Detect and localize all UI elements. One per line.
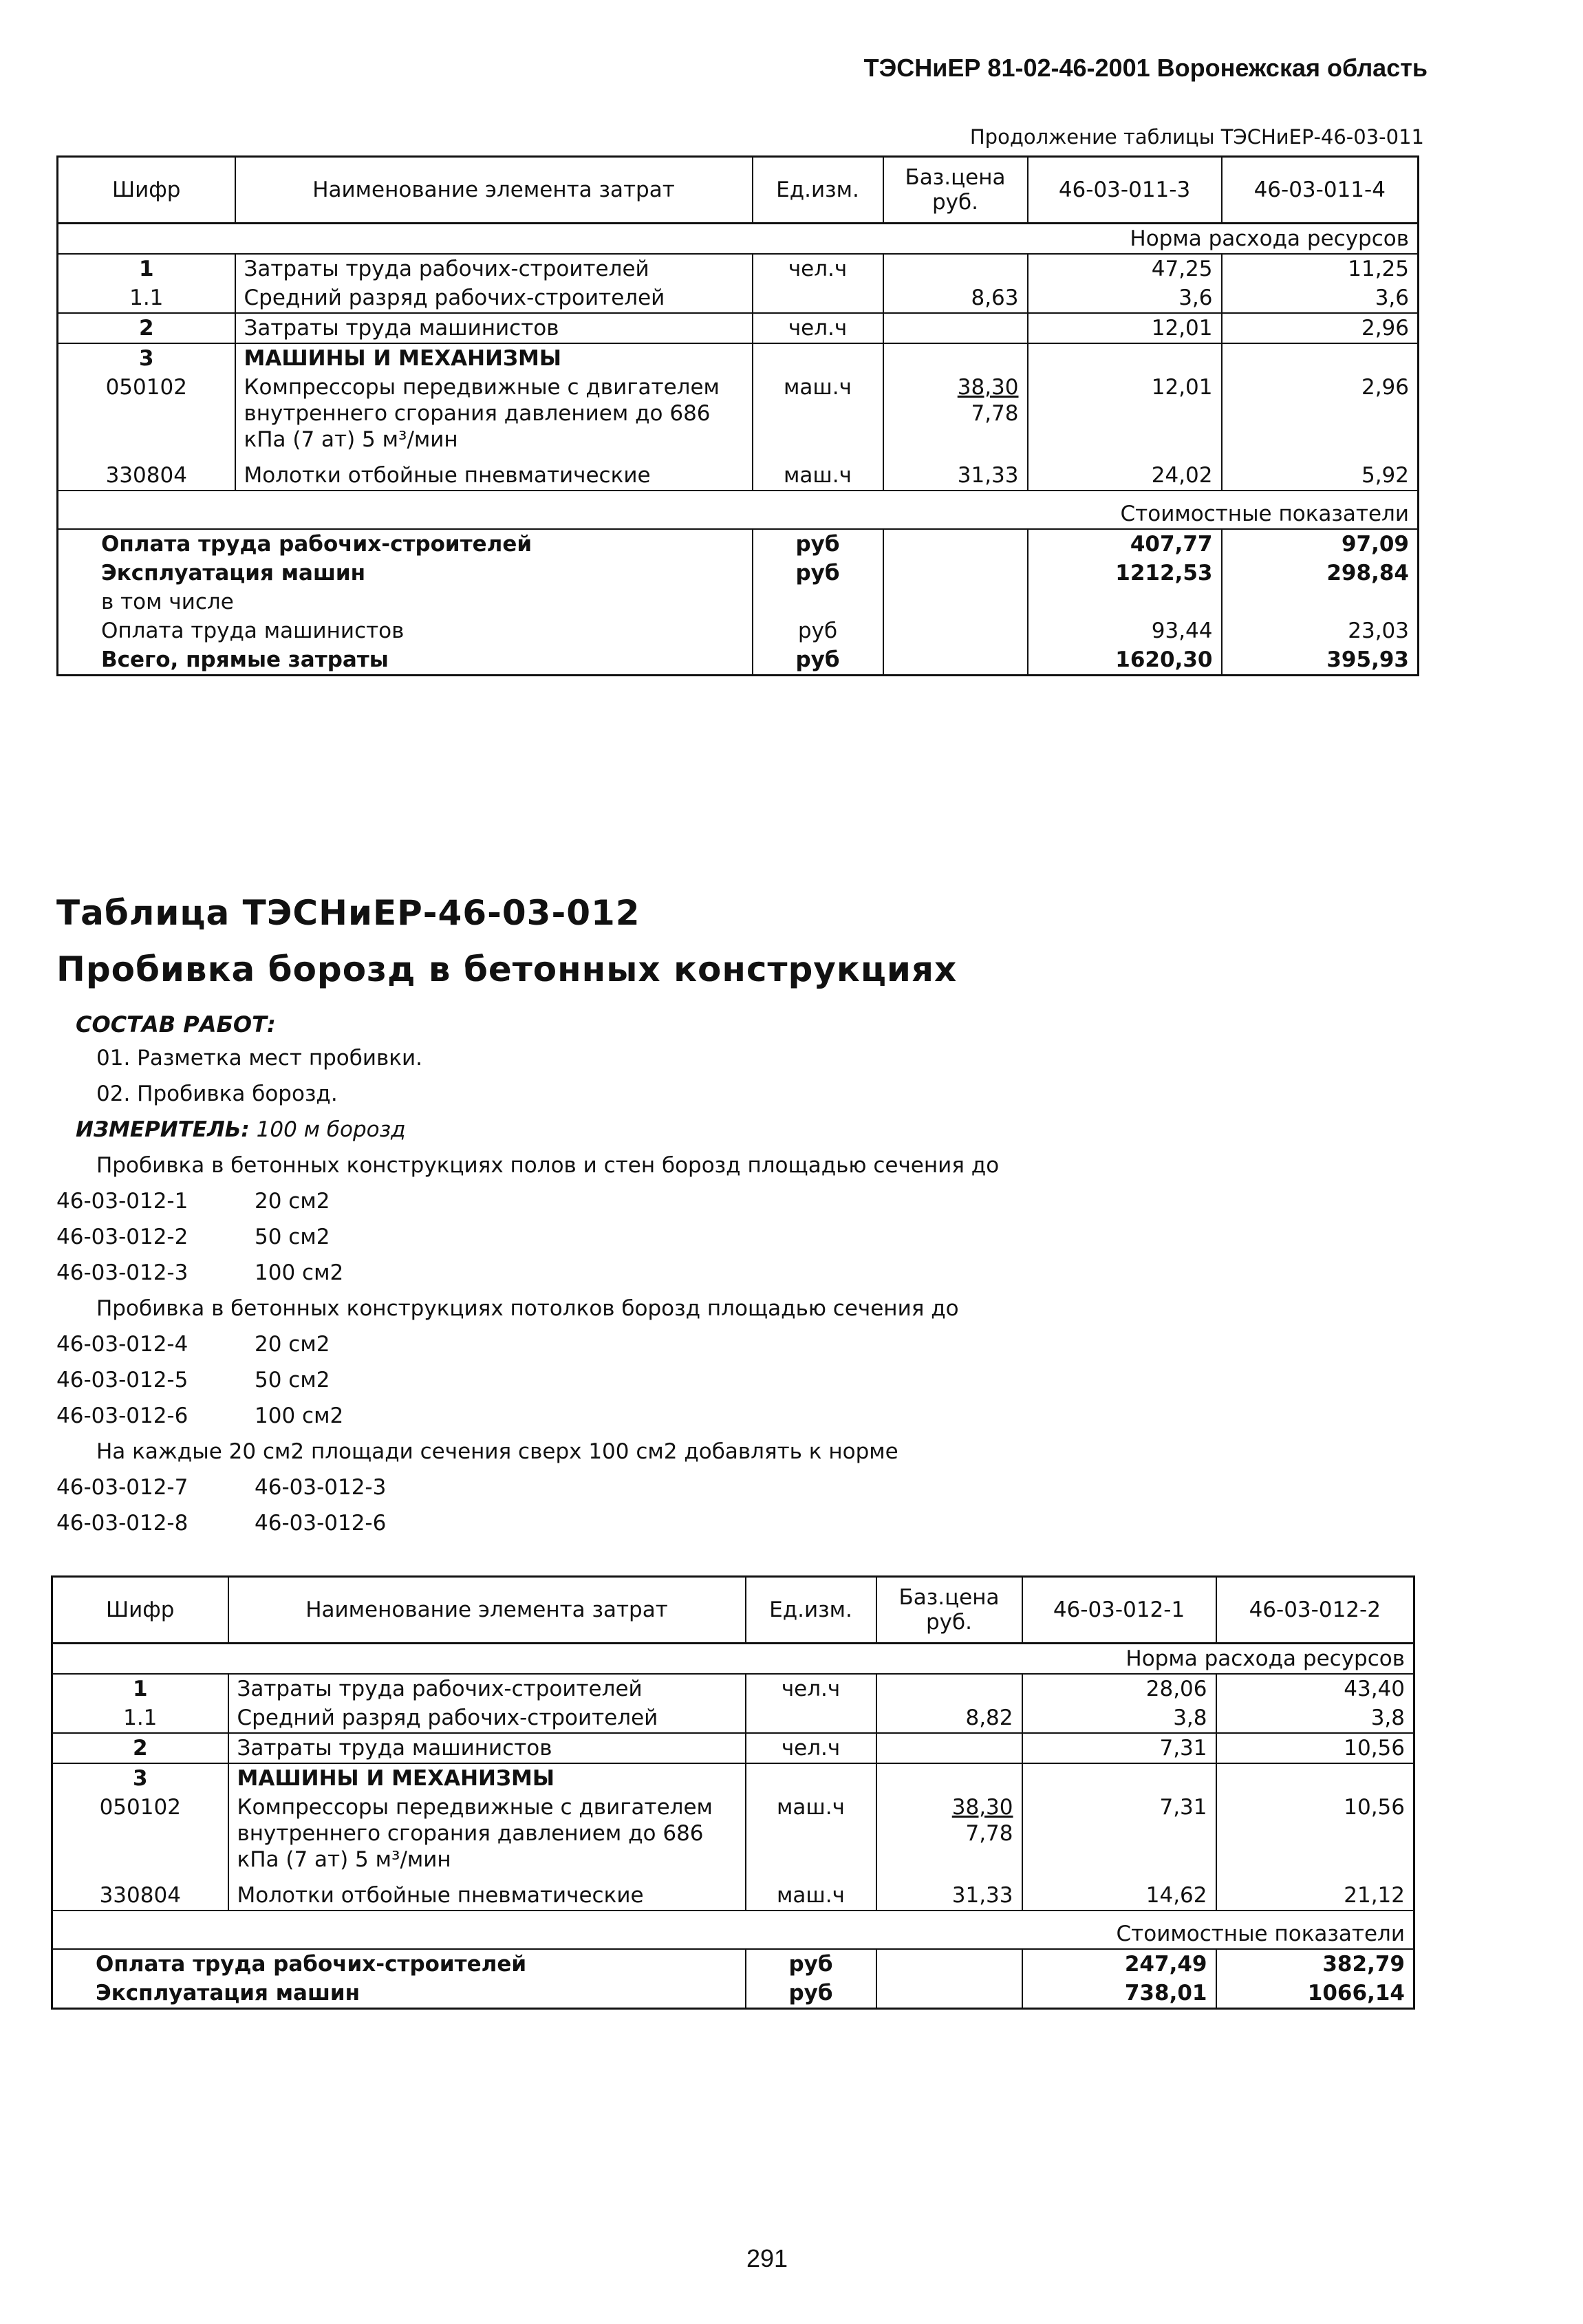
col-header-code: Шифр [52,1577,228,1644]
row-value-1: 14,62 [1022,1881,1216,1911]
row-code: 2 [52,1733,228,1763]
table-continuation-label: Продолжение таблицы ТЭСНиЕР-46-03-011 [969,125,1424,149]
row-price-secondary: 7,78 [971,401,1019,426]
group-description: Пробивка в бетонных конструкциях потолков борозд площадью сечения до [96,1296,959,1321]
row-value-1: 3,8 [1022,1703,1216,1733]
row-unit: чел.ч [746,1733,876,1763]
table-row [52,1733,1414,1763]
summary-unit: руб [753,529,883,559]
band-label: Стоимостные показатели [58,491,1419,529]
table-row-group [52,1763,1414,1793]
summary-value-1: 93,44 [1028,616,1222,645]
item-code: 46-03-012-5 [56,1368,189,1392]
row-value-1: 7,31 [1022,1793,1216,1881]
col-header-unit: Ед.изм. [746,1577,876,1644]
col-header-name: Наименование элемента затрат [228,1577,746,1644]
row-unit: маш.ч [753,461,883,491]
row-price [876,1674,1022,1703]
work-step: 02. Пробивка борозд. [96,1082,338,1106]
row-name: Затраты труда рабочих-строителей [235,254,753,283]
row-name: Молотки отбойные пневматические [228,1881,746,1911]
row-value-1: 12,01 [1028,313,1222,343]
row-code: 330804 [58,461,235,491]
row-unit [746,1703,876,1733]
table-row [52,1793,1414,1881]
row-code: 050102 [58,373,235,461]
table-row [52,1703,1414,1733]
measure-line [76,1117,406,1142]
row-name: Затраты труда машинистов [228,1733,746,1763]
measure-value: 100 м борозд [256,1117,406,1142]
item-value: 100 см2 [255,1403,344,1428]
row-name: Средний разряд рабочих-строителей [228,1703,746,1733]
summary-value-1: 247,49 [1022,1949,1216,1979]
summary-label: Всего, прямые затраты [58,645,753,676]
col-header-name: Наименование элемента затрат [235,157,753,224]
measure-label: ИЗМЕРИТЕЛЬ: [76,1117,250,1142]
row-code: 330804 [52,1881,228,1911]
row-unit [753,283,883,313]
row-value-2: 10,56 [1344,1795,1405,1820]
row-price [876,1733,1022,1763]
table-row [58,373,1419,461]
item-value: 46-03-012-6 [255,1511,387,1536]
page-number: 291 [746,2244,788,2272]
row-unit: маш.ч [746,1793,876,1881]
composition-label: СОСТАВ РАБОТ: [76,1011,276,1037]
band-label: Норма расхода ресурсов [52,1644,1414,1675]
row-name: Компрессоры передвижные с двигателем внутреннего сгорания давлением до 686 кПа (7 ат) 5 м³/мин [235,373,753,461]
row-value-1: 3,6 [1028,283,1222,313]
group-description: Пробивка в бетонных конструкциях полов и стен борозд площадью сечения до [96,1153,1000,1178]
table-row [58,283,1419,313]
row-value-1: 47,25 [1028,254,1222,283]
col-header-norm-2: 46-03-011-4 [1222,157,1419,224]
row-name: МАШИНЫ И МЕХАНИЗМЫ [235,343,753,373]
band-label: Стоимостные показатели [52,1911,1414,1949]
col-header-code: Шифр [58,157,235,224]
summary-row [58,588,1419,616]
row-code: 1 [58,254,235,283]
summary-row [58,616,1419,645]
item-code: 46-03-012-7 [56,1475,189,1500]
row-code: 2 [58,313,235,343]
summary-value-1: 1620,30 [1028,645,1222,676]
row-name: Средний разряд рабочих-строителей [235,283,753,313]
table-row [58,313,1419,343]
row-name: Затраты труда машинистов [235,313,753,343]
row-price [876,1793,1022,1881]
item-code: 46-03-012-3 [56,1260,189,1285]
summary-value-2: 298,84 [1326,561,1409,585]
row-value-2: 3,8 [1370,1706,1405,1730]
row-code: 1.1 [52,1703,228,1733]
summary-value-2: 97,09 [1341,532,1409,557]
summary-value-2: 395,93 [1326,647,1409,672]
summary-unit: руб [746,1979,876,2009]
row-price [883,254,1028,283]
row-code: 3 [58,343,235,373]
row-name: Компрессоры передвижные с двигателем внутреннего сгорания давлением до 686 кПа (7 ат) 5 м³/мин [228,1793,746,1881]
table-row [52,1674,1414,1703]
col-header-price: Баз.цена руб. [876,1577,1022,1644]
row-price: 31,33 [883,461,1028,491]
col-header-price: Баз.цена руб. [883,157,1028,224]
summary-value-1: 1212,53 [1028,559,1222,588]
row-price [883,313,1028,343]
item-value: 100 см2 [255,1260,344,1285]
row-price-secondary: 7,78 [965,1821,1013,1846]
row-unit: маш.ч [753,373,883,461]
col-header-unit: Ед.изм. [753,157,883,224]
table-header-row [58,157,1419,224]
item-value: 50 см2 [255,1368,330,1392]
item-value: 20 см2 [255,1189,330,1214]
item-value: 50 см2 [255,1225,330,1249]
item-code: 46-03-012-2 [56,1225,189,1249]
table-row [58,461,1419,491]
item-code: 46-03-012-8 [56,1511,189,1536]
summary-row [58,529,1419,559]
row-value-2: 11,25 [1348,257,1409,281]
row-value-1: 24,02 [1028,461,1222,491]
table-row-group [58,343,1419,373]
group-description: На каждые 20 см2 площади сечения сверх 100 см2 добавлять к норме [96,1439,898,1464]
table-row [58,254,1419,283]
row-price-primary: 38,30 [957,375,1019,400]
document-header: ТЭСНиЕР 81-02-46-2001 Воронежская область [863,54,1428,82]
summary-label: в том числе [58,588,753,616]
band-label: Норма расхода ресурсов [58,224,1419,255]
row-unit: чел.ч [746,1674,876,1703]
table-title: Таблица ТЭСНиЕР-46-03-012 [56,893,640,933]
item-code: 46-03-012-1 [56,1189,189,1214]
row-price: 31,33 [876,1881,1022,1911]
row-value-2: 43,40 [1344,1677,1405,1701]
row-unit: чел.ч [753,313,883,343]
row-value-1: 28,06 [1022,1674,1216,1703]
summary-unit: руб [753,559,883,588]
summary-value-2: 382,79 [1322,1952,1405,1977]
item-code: 46-03-012-6 [56,1403,189,1428]
section-title: Пробивка борозд в бетонных конструкциях [56,949,958,989]
summary-label: Оплата труда машинистов [58,616,753,645]
col-header-norm-1: 46-03-012-1 [1022,1577,1216,1644]
row-code: 050102 [52,1793,228,1881]
summary-row-total [58,645,1419,676]
summary-unit: руб [746,1949,876,1979]
table-header-row [52,1577,1414,1644]
resource-table-46-03-012 [51,1575,1415,2010]
summary-value-1: 738,01 [1022,1979,1216,2009]
summary-label: Эксплуатация машин [52,1979,746,2009]
col-header-norm-2: 46-03-012-2 [1216,1577,1414,1644]
item-code: 46-03-012-4 [56,1332,189,1357]
row-price: 8,63 [883,283,1028,313]
row-price [883,373,1028,461]
col-header-norm-1: 46-03-011-3 [1028,157,1222,224]
row-value-2: 5,92 [1361,463,1409,488]
row-value-2: 2,96 [1222,313,1419,343]
row-unit: чел.ч [753,254,883,283]
summary-unit: руб [753,645,883,676]
row-price: 8,82 [876,1703,1022,1733]
row-name: Затраты труда рабочих-строителей [228,1674,746,1703]
row-value-2: 2,96 [1361,375,1409,400]
row-value-1: 7,31 [1022,1733,1216,1763]
row-code: 3 [52,1763,228,1793]
band-row-cost-indicators [52,1911,1414,1949]
table-row [52,1881,1414,1911]
row-code: 1.1 [58,283,235,313]
item-value: 46-03-012-3 [255,1475,387,1500]
summary-label: Оплата труда рабочих-строителей [52,1949,746,1979]
summary-row [52,1949,1414,1979]
band-row-resource-norms [58,224,1419,255]
summary-value-2: 23,03 [1348,618,1409,643]
row-code: 1 [52,1674,228,1703]
work-step: 01. Разметка мест пробивки. [96,1046,423,1070]
item-value: 20 см2 [255,1332,330,1357]
summary-unit: руб [753,616,883,645]
row-value-2: 10,56 [1216,1733,1414,1763]
row-value-2: 3,6 [1375,286,1409,310]
row-value-1: 12,01 [1028,373,1222,461]
row-name: Молотки отбойные пневматические [235,461,753,491]
summary-value-2: 1066,14 [1307,1981,1405,2005]
row-price-primary: 38,30 [951,1795,1013,1820]
row-unit: маш.ч [746,1881,876,1911]
summary-label: Эксплуатация машин [58,559,753,588]
band-row-resource-norms [52,1644,1414,1675]
summary-label: Оплата труда рабочих-строителей [58,529,753,559]
band-row-cost-indicators [58,491,1419,529]
summary-value-1: 407,77 [1028,529,1222,559]
row-value-2: 21,12 [1344,1883,1405,1908]
summary-row [52,1979,1414,2009]
resource-table-46-03-011 [56,155,1419,676]
row-name: МАШИНЫ И МЕХАНИЗМЫ [228,1763,746,1793]
summary-row [58,559,1419,588]
